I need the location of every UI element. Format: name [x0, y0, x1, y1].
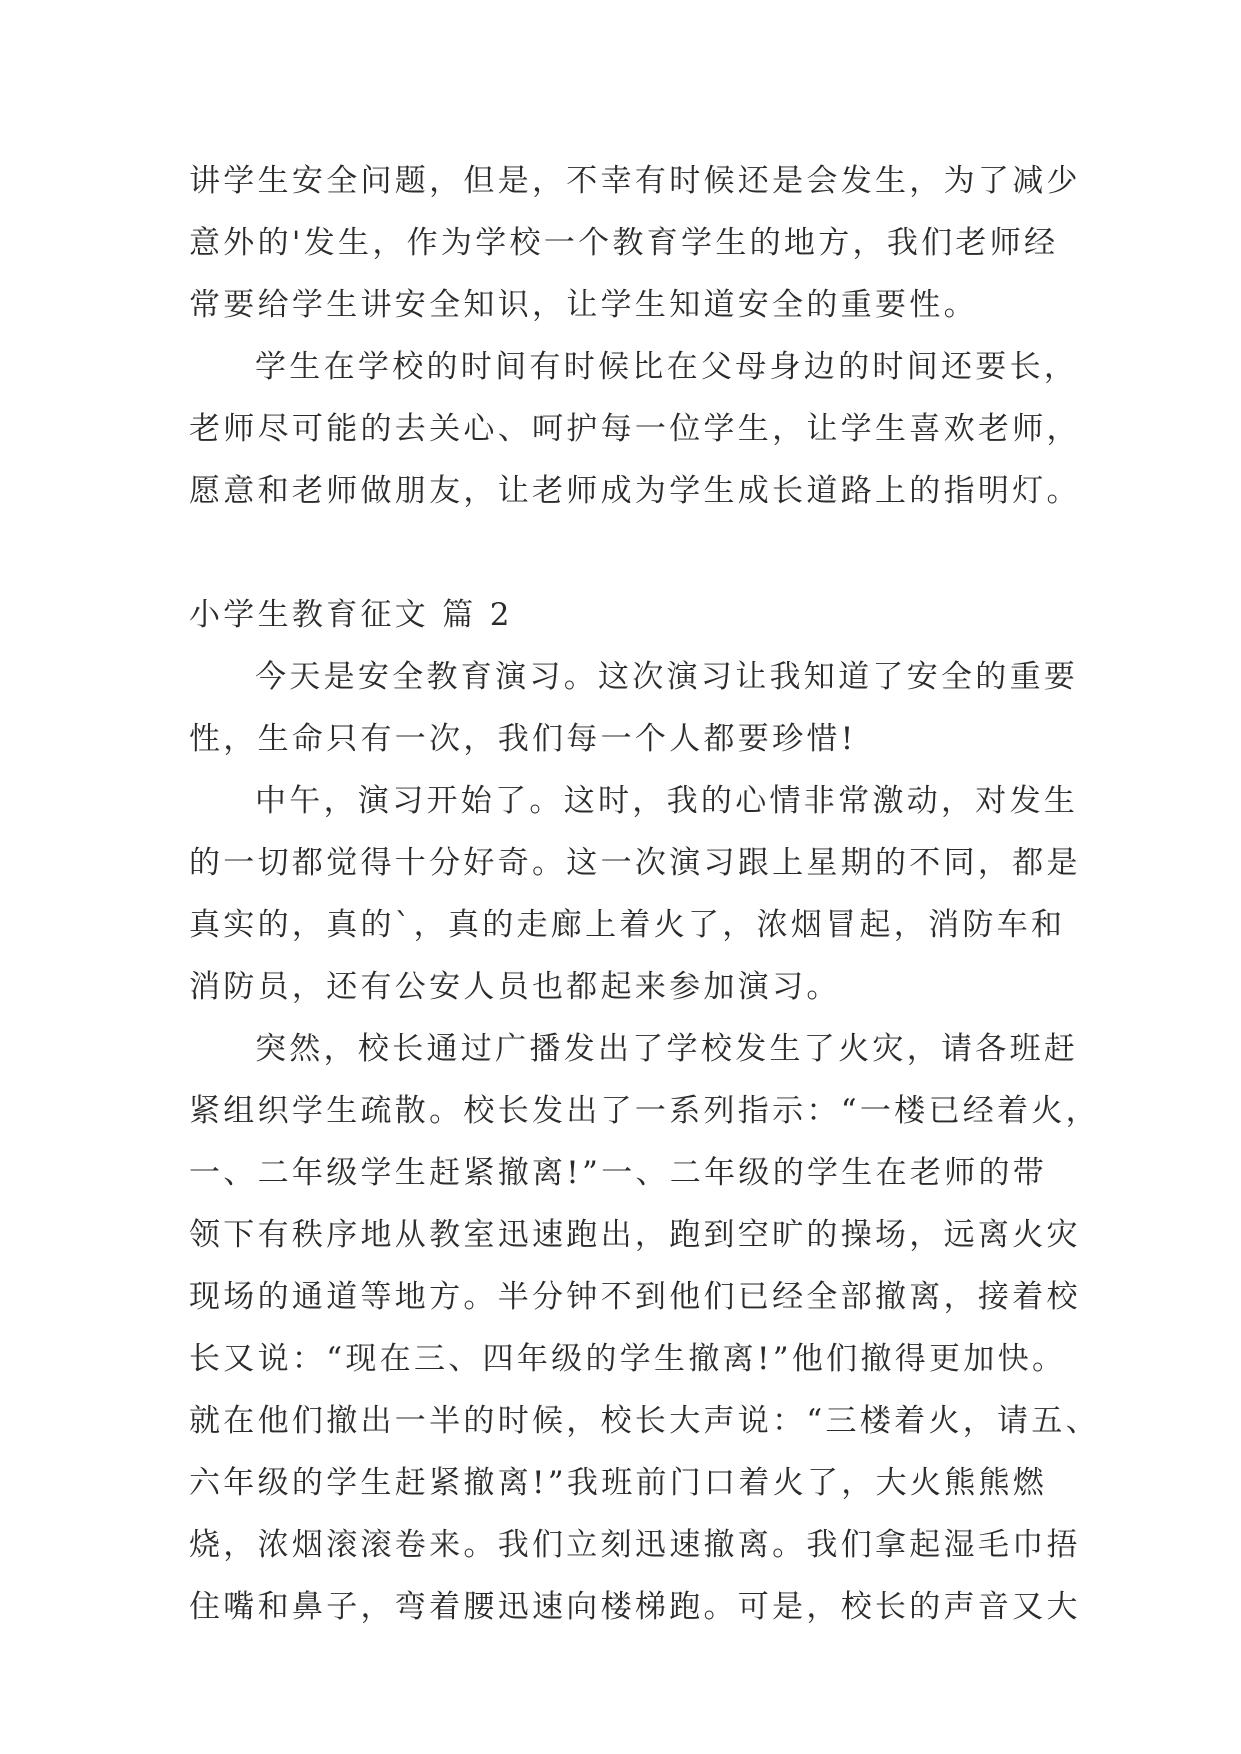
- paragraph-line: 中午，演习开始了。这时，我的心情非常激动，对发生: [255, 783, 1079, 819]
- paragraph-line: 领下有秩序地从教室迅速跑出，跑到空旷的操场，远离火灾: [189, 1217, 1081, 1253]
- paragraph-line: 就在他们撤出一半的时候，校长大声说：“三楼着火，请五、: [189, 1403, 1100, 1439]
- paragraph-line: 一、二年级学生赶紧撤离!”一、二年级的学生在老师的带: [189, 1155, 1048, 1191]
- document-body: [189, 150, 1100, 1638]
- paragraph-line: 的一切都觉得十分好奇。这一次演习跟上星期的不同，都是: [189, 845, 1081, 881]
- paragraph-line: 烧，浓烟滚滚卷来。我们立刻迅速撤离。我们拿起湿毛巾捂: [189, 1527, 1081, 1563]
- paragraph-line: 老师尽可能的去关心、呵护每一位学生，让学生喜欢老师，: [189, 411, 1081, 447]
- paragraph-line: 愿意和老师做朋友，让老师成为学生成长道路上的指明灯。: [189, 473, 1081, 509]
- paragraph-line: 常要给学生讲安全知识，让学生知道安全的重要性。: [189, 287, 978, 323]
- paragraph-line: 今天是安全教育演习。这次演习让我知道了安全的重要: [255, 659, 1079, 695]
- paragraph-line: 现场的通道等地方。半分钟不到他们已经全部撤离，接着校: [189, 1279, 1081, 1315]
- paragraph-line: 住嘴和鼻子，弯着腰迅速向楼梯跑。可是，校长的声音又大: [189, 1589, 1081, 1625]
- paragraph-line: 紧组织学生疏散。校长发出了一系列指示：“一楼已经着火，: [189, 1093, 1100, 1129]
- paragraph-line: 讲学生安全问题，但是，不幸有时候还是会发生，为了减少: [189, 163, 1081, 199]
- section-spacer: [189, 522, 1069, 584]
- paragraph-line: 消防员，还有公安人员也都起来参加演习。: [189, 969, 841, 1005]
- paragraph-line: 性，生命只有一次，我们每一个人都要珍惜!: [189, 721, 857, 757]
- paragraph-line: 意外的'发生，作为学校一个教育学生的地方，我们老师经: [189, 225, 1059, 261]
- paragraph-line: 真实的，真的`，真的走廊上着火了，浓烟冒起，消防车和: [189, 907, 1066, 943]
- paragraph-line: 突然，校长通过广播发出了学校发生了火灾，请各班赶: [255, 1031, 1079, 1067]
- paragraph-line: 六年级的学生赶紧撤离!”我班前门口着火了，大火熊熊燃: [189, 1465, 1048, 1501]
- paragraph-line: 长又说：“现在三、四年级的学生撤离!”他们撤得更加快。: [189, 1341, 1067, 1377]
- section-heading: 小学生教育征文 篇 2: [189, 597, 513, 633]
- paragraph-line: 学生在学校的时间有时候比在父母身边的时间还要长，: [255, 349, 1079, 385]
